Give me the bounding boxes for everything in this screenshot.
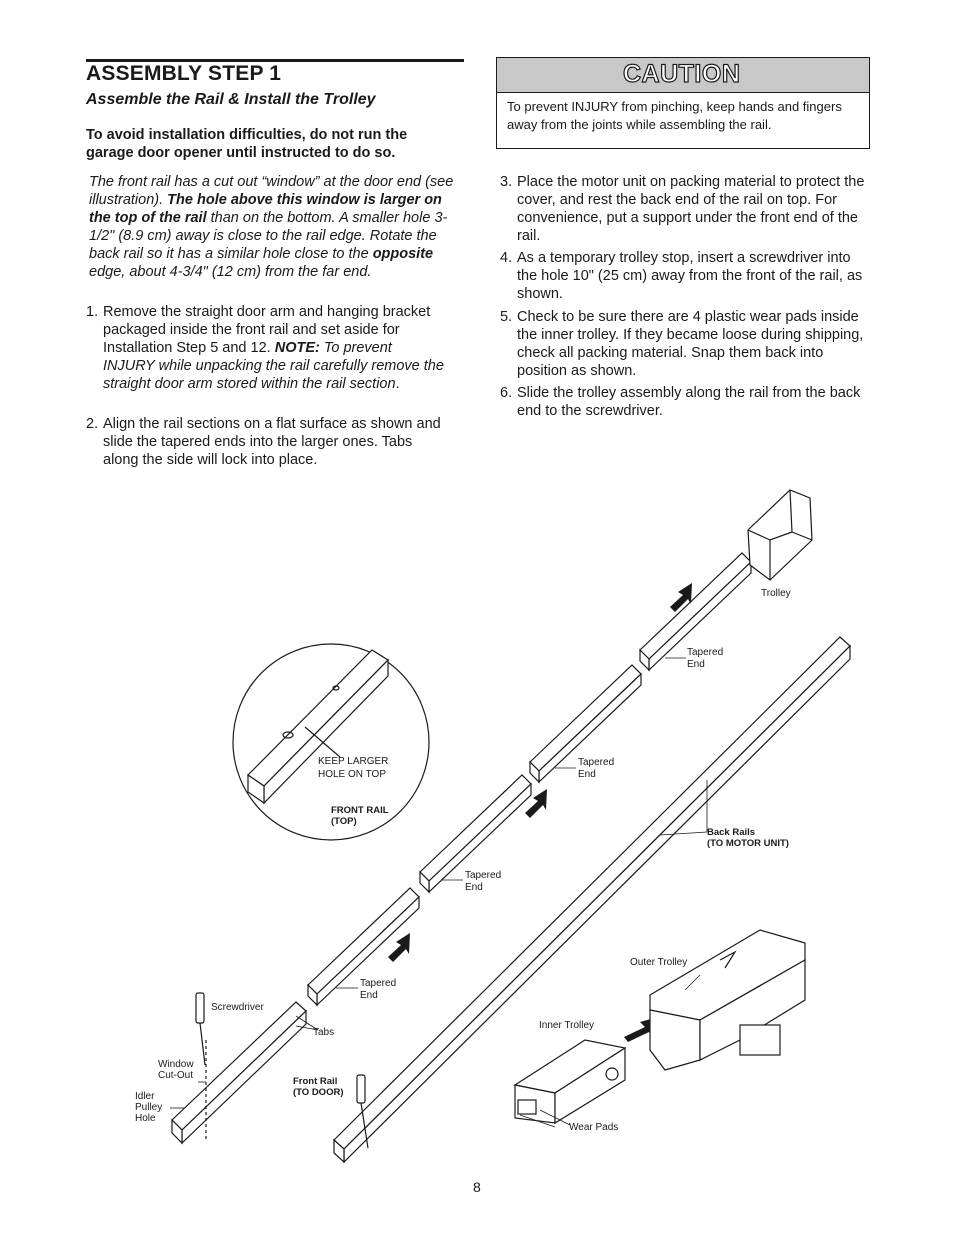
label-tapered-end-1: Tapered End	[687, 647, 724, 670]
step-1-note-text: To prevent INJURY while unpacking the rail carefully remove the straight door arm stored within the rail section	[103, 340, 444, 392]
page-subtitle: Assemble the Rail & Install the Trolley	[86, 91, 376, 108]
label-front-rail-top: FRONT RAIL (TOP)	[331, 805, 389, 827]
step-1-number: 1.	[86, 304, 99, 320]
trolley-icon	[748, 490, 812, 580]
label-screwdriver: Screwdriver	[211, 1002, 264, 1013]
step-1-end: .	[395, 376, 400, 392]
step-1-note-label: NOTE:	[274, 340, 320, 356]
label-trolley: Trolley	[761, 588, 791, 599]
page-title: ASSEMBLY STEP 1	[86, 62, 282, 85]
label-keep-larger: KEEP LARGER HOLE ON TOP	[318, 756, 389, 780]
step-4-text: As a temporary trolley stop, insert a screwdriver into the hole 10" (25 cm) away from the front of the rail, as shown.	[517, 250, 863, 302]
intro-text-3: edge, about 4-3/4" (12 cm) from the far end.	[89, 264, 372, 280]
caution-text: To prevent INJURY from pinching, keep hands and fingers away from the joints while assembling the rail.	[507, 99, 842, 132]
label-front-rail-door: Front Rail (TO DOOR)	[293, 1076, 344, 1098]
label-idler-pulley-hole: Idler Pulley Hole	[135, 1091, 163, 1124]
label-tapered-end-4: Tapered End	[360, 978, 397, 1001]
step-4-number: 4.	[500, 250, 513, 266]
label-tapered-end-3: Tapered End	[465, 870, 502, 893]
step-3-number: 3.	[500, 174, 513, 190]
intro-bold-2: opposite	[372, 246, 434, 262]
warning-text: To avoid installation difficulties, do not run the garage door opener until instructed to do so.	[86, 127, 408, 161]
label-outer-trolley: Outer Trolley	[630, 957, 688, 968]
step-6-number: 6.	[500, 385, 513, 401]
step-5-number: 5.	[500, 309, 513, 325]
label-back-rails: Back Rails (TO MOTOR UNIT)	[707, 827, 789, 849]
step-1-body: Remove the straight door arm and hanging bracket packaged inside the front rail and set aside for Installation Step 5 and 12.	[103, 304, 431, 356]
label-window-cutout: Window Cut-Out	[158, 1059, 194, 1081]
outer-trolley-icon	[650, 930, 805, 1070]
step-2-number: 2.	[86, 416, 99, 432]
intro-text-1: The front rail has a cut out “window” at the door end (see illustration).	[89, 174, 454, 208]
inner-trolley-icon	[515, 1040, 625, 1123]
intro-bold-1: The hole above this window is larger on the top of the rail	[89, 192, 442, 226]
label-inner-trolley: Inner Trolley	[539, 1020, 595, 1031]
caution-title: CAUTION	[623, 60, 741, 88]
label-wear-pads: Wear Pads	[569, 1122, 619, 1133]
step-5-text: Check to be sure there are 4 plastic wear pads inside the inner trolley. If they became loose during shipping, check all packing material. Snap them back into position as shown.	[517, 309, 864, 379]
label-tapered-end-2: Tapered End	[578, 757, 615, 780]
step-6-text: Slide the trolley assembly along the rail from the back end to the screwdriver.	[517, 385, 861, 419]
step-3-text: Place the motor unit on packing material to protect the cover, and rest the back end of the rail on top. For convenience, put a support under the front end of the rail.	[517, 174, 865, 244]
page-number: 8	[473, 1179, 481, 1195]
label-tabs: Tabs	[313, 1027, 335, 1038]
intro-text-2: than on the bottom. A smaller hole 3-1/2" (8.9 cm) away is close to the rail edge. Rotate the back rail so it has a similar hole close to the	[89, 210, 448, 262]
step-2-text: Align the rail sections on a flat surface as shown and slide the tapered ends into the larger ones. Tabs along the side will lock into place.	[103, 416, 441, 468]
